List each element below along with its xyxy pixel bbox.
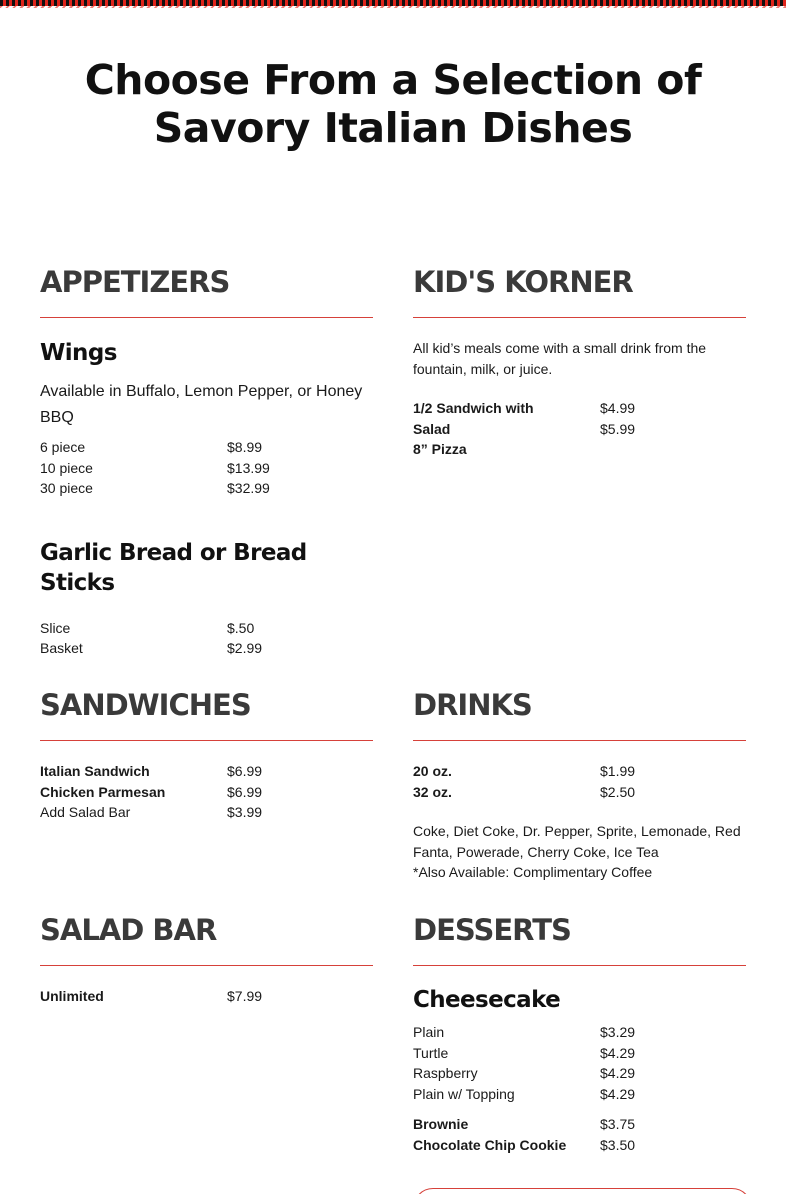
item-price: $3.99 bbox=[227, 804, 263, 820]
menu-row bbox=[413, 1084, 746, 1105]
cheesecake-price-list bbox=[413, 1022, 746, 1104]
item-name: Salad bbox=[413, 420, 451, 437]
wings-price-list bbox=[40, 437, 373, 499]
item-name: Plain bbox=[413, 1024, 445, 1040]
item-name: 10 piece bbox=[40, 459, 93, 476]
item-name: Slice bbox=[40, 619, 71, 636]
section-divider bbox=[40, 317, 373, 318]
item-name: 8” Pizza bbox=[413, 441, 467, 457]
section-divider bbox=[40, 740, 373, 741]
item-name: Chicken Parmesan bbox=[40, 783, 166, 800]
subsection-title-bread: Garlic Bread or Bread Sticks bbox=[40, 539, 307, 596]
bread-price-list bbox=[40, 618, 373, 659]
desserts-section bbox=[413, 912, 746, 1155]
item-price: $2.50 bbox=[600, 783, 636, 800]
salad-bar-price-list bbox=[40, 986, 373, 1007]
item-price: $3.75 bbox=[600, 1116, 636, 1132]
item-name: Plain w/ Topping bbox=[413, 1085, 515, 1102]
section-title-sandwiches: SANDWICHES bbox=[40, 688, 251, 722]
item-price: $4.29 bbox=[600, 1065, 636, 1081]
item-price: $4.99 bbox=[600, 400, 636, 416]
section-divider bbox=[413, 965, 746, 966]
item-name: Add Salad Bar bbox=[40, 804, 131, 820]
kids-price-list bbox=[413, 398, 746, 460]
item-price: $4.29 bbox=[600, 1085, 636, 1102]
drinks-list: Coke, Diet Coke, Dr. Pepper, Sprite, Lemonade, Red Fanta, Powerade, Cherry Coke, Ice Tea bbox=[413, 823, 741, 860]
item-price: $32.99 bbox=[227, 480, 270, 496]
menu-row bbox=[413, 761, 746, 782]
drinks-section bbox=[413, 687, 746, 883]
menu-row bbox=[413, 439, 746, 460]
section-title-desserts: DESSERTS bbox=[413, 913, 571, 947]
menu-row bbox=[413, 782, 746, 803]
dessert-price-list bbox=[413, 1114, 746, 1155]
section-title-kids-korner: KID'S KORNER bbox=[413, 265, 633, 299]
menu-row bbox=[40, 458, 373, 479]
item-name: 6 piece bbox=[40, 439, 86, 455]
section-title-appetizers: APPETIZERS bbox=[40, 265, 230, 299]
appetizers-section bbox=[40, 264, 373, 659]
item-name: 20 oz. bbox=[413, 763, 452, 779]
item-name: Raspberry bbox=[413, 1065, 478, 1081]
salad-bar-section bbox=[40, 912, 373, 1007]
item-name: 30 piece bbox=[40, 480, 93, 496]
item-name: Turtle bbox=[413, 1044, 449, 1061]
menu-row bbox=[40, 638, 373, 659]
section-title-salad-bar: SALAD BAR bbox=[40, 913, 217, 947]
item-price: $4.29 bbox=[600, 1044, 636, 1061]
kids-description: All kid’s meals come with a small drink from the fountain, milk, or juice. bbox=[413, 340, 707, 377]
item-price: $13.99 bbox=[227, 459, 270, 476]
subsection-title-cheesecake: Cheesecake bbox=[413, 987, 561, 1013]
menu-row bbox=[413, 1043, 746, 1064]
drinks-price-list bbox=[413, 761, 746, 802]
item-price: $.50 bbox=[227, 619, 255, 636]
item-price bbox=[600, 439, 720, 460]
item-name: 1/2 Sandwich with bbox=[413, 400, 534, 416]
kids-korner-section bbox=[413, 264, 746, 460]
item-price: $6.99 bbox=[227, 783, 263, 800]
menu-row bbox=[40, 782, 373, 803]
item-name: Basket bbox=[40, 640, 83, 656]
menu-row bbox=[40, 802, 373, 823]
menu-row bbox=[40, 437, 373, 458]
sandwiches-section bbox=[40, 687, 373, 823]
menu-row bbox=[413, 419, 746, 440]
item-price: $3.29 bbox=[600, 1024, 636, 1040]
sandwiches-price-list bbox=[40, 761, 373, 823]
item-price: $2.99 bbox=[227, 640, 263, 656]
section-title-drinks: DRINKS bbox=[413, 688, 532, 722]
item-name: Unlimited bbox=[40, 988, 104, 1004]
item-price: $6.99 bbox=[227, 763, 263, 779]
item-name: Brownie bbox=[413, 1116, 469, 1132]
drinks-also-available: *Also Available: Complimentary Coffee bbox=[413, 864, 653, 880]
item-name: 32 oz. bbox=[413, 783, 452, 800]
item-price: $1.99 bbox=[600, 763, 636, 779]
item-name: Italian Sandwich bbox=[40, 763, 150, 779]
menu-row bbox=[413, 1135, 746, 1156]
menu-row bbox=[40, 618, 373, 639]
item-name: Chocolate Chip Cookie bbox=[413, 1136, 567, 1153]
menu-row bbox=[40, 986, 373, 1007]
menu-row bbox=[40, 478, 373, 499]
subsection-title-wings: Wings bbox=[40, 340, 117, 366]
item-price: $8.99 bbox=[227, 439, 263, 455]
menu-row bbox=[413, 1022, 746, 1043]
menu-row bbox=[413, 1114, 746, 1135]
section-divider bbox=[413, 317, 746, 318]
page-title: Choose From a Selection of Savory Italian Dishes bbox=[84, 56, 702, 152]
item-price: $7.99 bbox=[227, 988, 263, 1004]
item-price: $5.99 bbox=[600, 420, 636, 437]
menu-row bbox=[413, 398, 746, 419]
menu-row bbox=[413, 1063, 746, 1084]
section-divider bbox=[413, 740, 746, 741]
outlined-button-partial[interactable] bbox=[413, 1188, 752, 1194]
decorative-top-border bbox=[0, 0, 786, 6]
wings-description: Available in Buffalo, Lemon Pepper, or Honey BBQ bbox=[40, 383, 363, 426]
item-price: $3.50 bbox=[600, 1136, 636, 1153]
menu-row bbox=[40, 761, 373, 782]
section-divider bbox=[40, 965, 373, 966]
